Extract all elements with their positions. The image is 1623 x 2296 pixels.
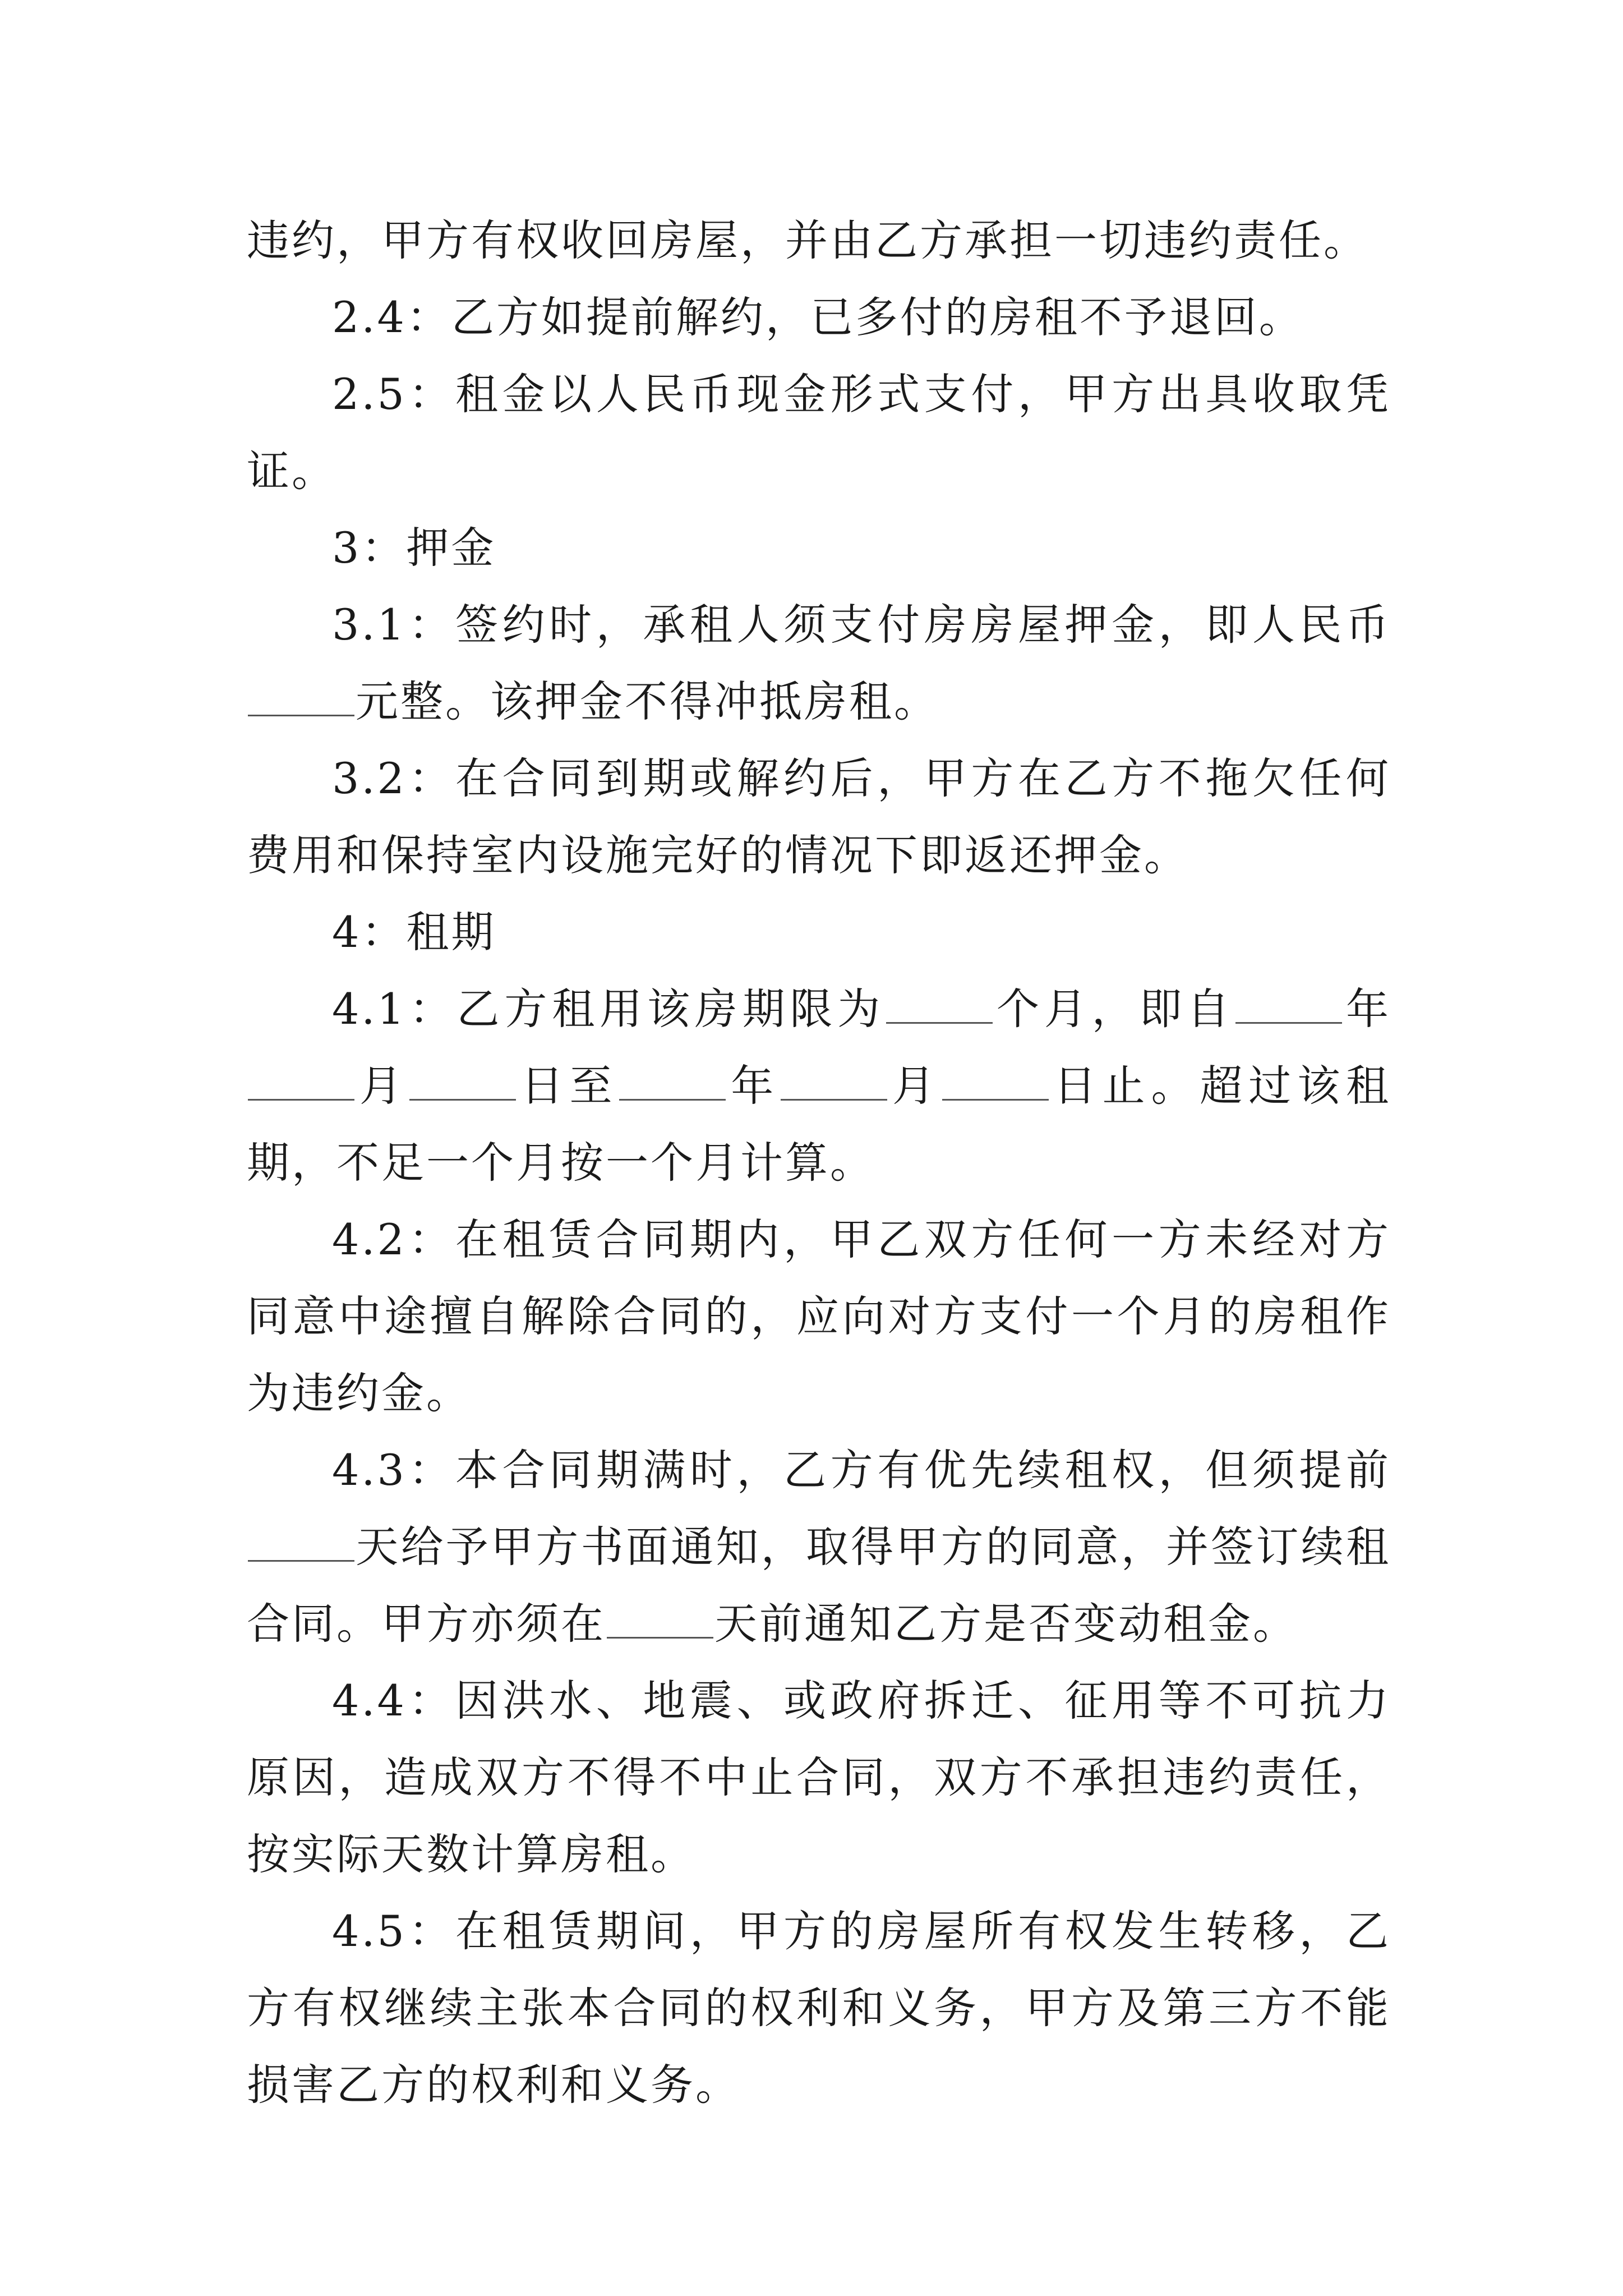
- clause-4-5: 4.5：在租赁期间，甲方的房屋所有权发生转移，乙方有权继续主张本合同的权利和义务，甲方及第三方不能损害乙方的权利和义务。: [247, 1906, 1391, 2110]
- clause-3-1: [247, 586, 1391, 740]
- end-year-blank[interactable]: [619, 1065, 726, 1101]
- section-heading-term: 4：租期: [332, 907, 496, 957]
- section-heading-deposit: 3：押金: [332, 523, 496, 573]
- clause-4-1-text-e: 日至: [517, 1061, 619, 1111]
- clause-4-1-text-b: 个月，即自: [994, 984, 1235, 1034]
- clause-4-3-text-b: 天给予甲方书面通知，取得甲方的同意，并签订续租合同。甲方亦须在: [247, 1522, 1391, 1649]
- clause-4-1-text-d: 月: [356, 1061, 408, 1111]
- clause-3-1-text-b: 元整。该押金不得冲抵房租。: [356, 677, 939, 726]
- end-day-blank[interactable]: [942, 1065, 1049, 1101]
- landlord-notice-days-blank[interactable]: [607, 1603, 713, 1639]
- clause-4-1-text-h: 日止。超过该租期，不足一个月按一个月计算。: [247, 1061, 1391, 1188]
- paragraph-breach-continuation: 违约，甲方有权收回房屋，并由乙方承担一切违约责任。: [247, 215, 1368, 265]
- start-day-blank[interactable]: [409, 1065, 516, 1101]
- clause-3-2: 3.2：在合同到期或解约后，甲方在乙方不拖欠任何费用和保持室内设施完好的情况下即返还押金。: [247, 753, 1391, 880]
- clause-4-3-text-c: 天前通知乙方是否变动租金。: [714, 1599, 1298, 1649]
- clause-4-1-text-g: 月: [888, 1061, 941, 1111]
- start-month-blank[interactable]: [248, 1065, 354, 1101]
- clause-3-1-text-a: 3.1：签约时，承租人须支付房房屋押金，即人民币: [332, 600, 1391, 650]
- clause-4-1-text-f: 年: [727, 1061, 780, 1111]
- tenant-notice-days-blank[interactable]: [248, 1526, 354, 1562]
- clause-4-1-text-a: 4.1：乙方租用该房期限为: [332, 984, 886, 1034]
- clause-2-4: 2.4：乙方如提前解约，已多付的房租不予退回。: [332, 292, 1304, 342]
- clause-2-5: 2.5：租金以人民币现金形式支付，甲方出具收取凭证。: [247, 369, 1391, 496]
- clause-4-2: 4.2：在租赁合同期内，甲乙双方任何一方未经对方同意中途擅自解除合同的，应向对方支付一个月的房租作为违约金。: [247, 1214, 1391, 1418]
- start-year-blank[interactable]: [1235, 988, 1342, 1024]
- deposit-amount-blank[interactable]: [248, 681, 354, 716]
- clause-4-3-text-a: 4.3：本合同期满时，乙方有优先续租权，但须提前: [332, 1445, 1391, 1495]
- document-body: [247, 202, 1391, 2123]
- clause-4-3: [247, 1432, 1391, 1662]
- end-month-blank[interactable]: [781, 1065, 887, 1101]
- clause-4-1-text-c: 年: [1343, 984, 1391, 1034]
- clause-4-4: 4.4：因洪水、地震、或政府拆迁、征用等不可抗力原因，造成双方不得不中止合同，双方不承担违约责任，按实际天数计算房租。: [247, 1676, 1391, 1879]
- clause-4-1: [247, 970, 1391, 1201]
- term-months-blank[interactable]: [886, 988, 993, 1024]
